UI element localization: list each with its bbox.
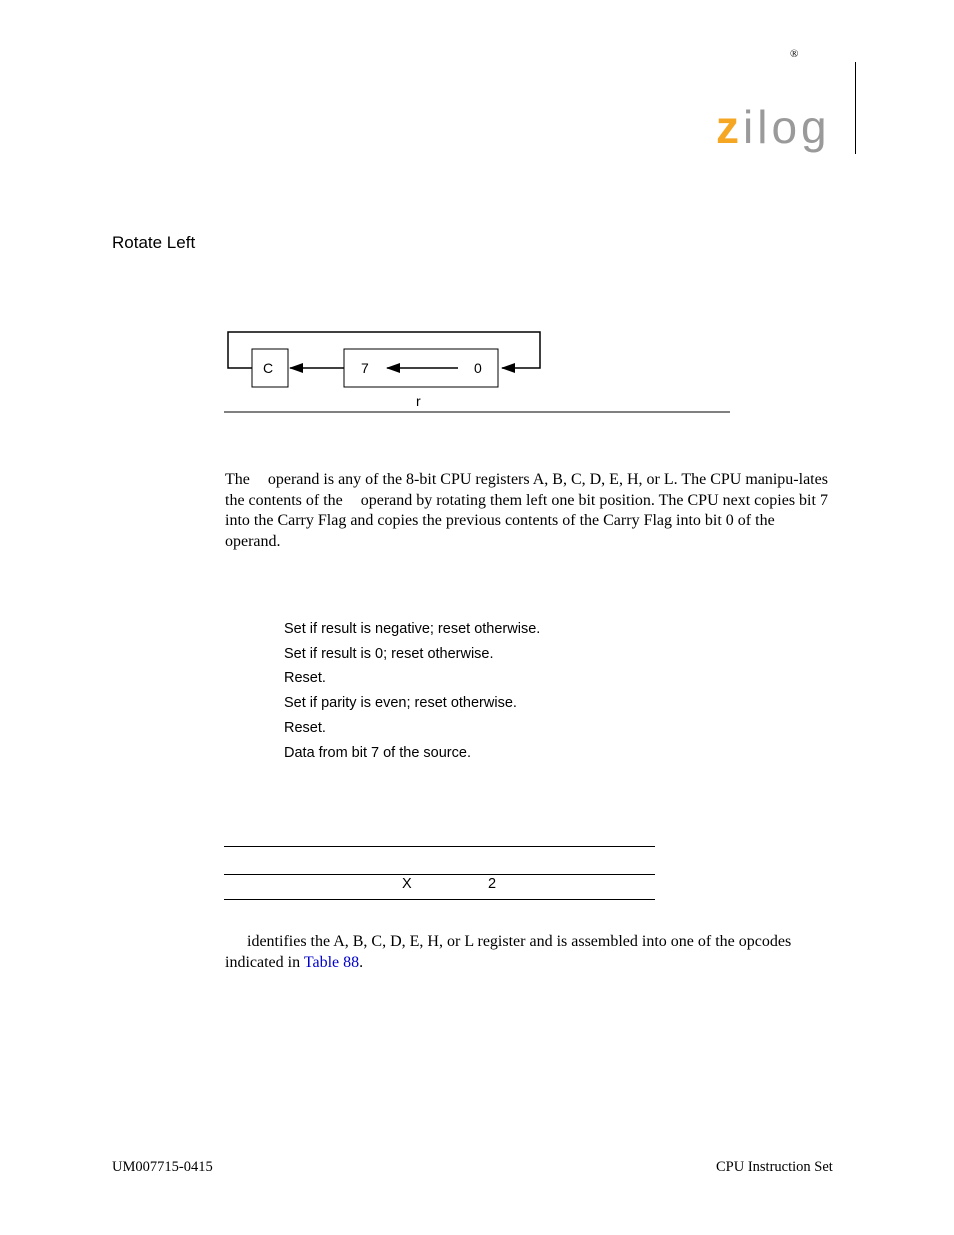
table-cell-states: 2 bbox=[488, 876, 497, 892]
table-header-rule bbox=[224, 874, 655, 875]
rotate-left-diagram bbox=[222, 325, 732, 420]
table-top-rule bbox=[224, 846, 655, 847]
register-bit0-label: 0 bbox=[474, 360, 482, 376]
footer-section-name: CPU Instruction Set bbox=[716, 1159, 833, 1175]
register-bit7-label: 7 bbox=[361, 360, 369, 376]
operand-note-end: . bbox=[359, 954, 364, 971]
flag-parity-description: Set if parity is even; reset otherwise. bbox=[284, 695, 517, 711]
flag-sign-description: Set if result is negative; reset otherwise. bbox=[284, 621, 541, 637]
description-text-3: operand by rotating them left one bit position. The CPU next copies bit 7 into the Carry Flag and copies the previous contents of the Carry Flag into bit 0 of the bbox=[225, 491, 828, 529]
operand-note bbox=[225, 931, 841, 973]
description-text-4: operand. bbox=[225, 532, 281, 550]
description-text-2: operand is any of the 8-bit CPU registers A, B, C, D, E, H, or L. The CPU manipu-lates the contents of the bbox=[225, 471, 828, 509]
register-name-label: r bbox=[416, 393, 421, 409]
flag-zero-description: Set if result is 0; reset otherwise. bbox=[284, 646, 494, 662]
flag-addsubtract-description: Reset. bbox=[284, 720, 326, 736]
footer-doc-number: UM007715-0415 bbox=[112, 1159, 213, 1175]
logo-letter-z: z bbox=[716, 101, 743, 153]
flag-carry-description: Data from bit 7 of the source. bbox=[284, 745, 471, 761]
rotate-left-svg bbox=[222, 325, 732, 420]
section-heading: Rotate Left bbox=[112, 233, 196, 252]
description-paragraph bbox=[225, 470, 841, 552]
flag-halfcarry-description: Reset. bbox=[284, 670, 326, 686]
description-text-1: The bbox=[225, 471, 250, 488]
carry-flag-label: C bbox=[263, 360, 274, 376]
registered-trademark-mark: ® bbox=[790, 48, 799, 60]
table-cell-cycles: X bbox=[402, 876, 412, 892]
table-bottom-rule bbox=[224, 899, 655, 900]
logo-letters-ilog: ilog bbox=[743, 101, 831, 153]
operand-note-text: identifies the A, B, C, D, E, H, or L register and is assembled into one of the opcodes indicated in bbox=[225, 933, 792, 971]
header-divider bbox=[855, 62, 856, 154]
zilog-logo bbox=[716, 101, 831, 153]
table-88-link[interactable]: Table 88 bbox=[303, 954, 360, 971]
